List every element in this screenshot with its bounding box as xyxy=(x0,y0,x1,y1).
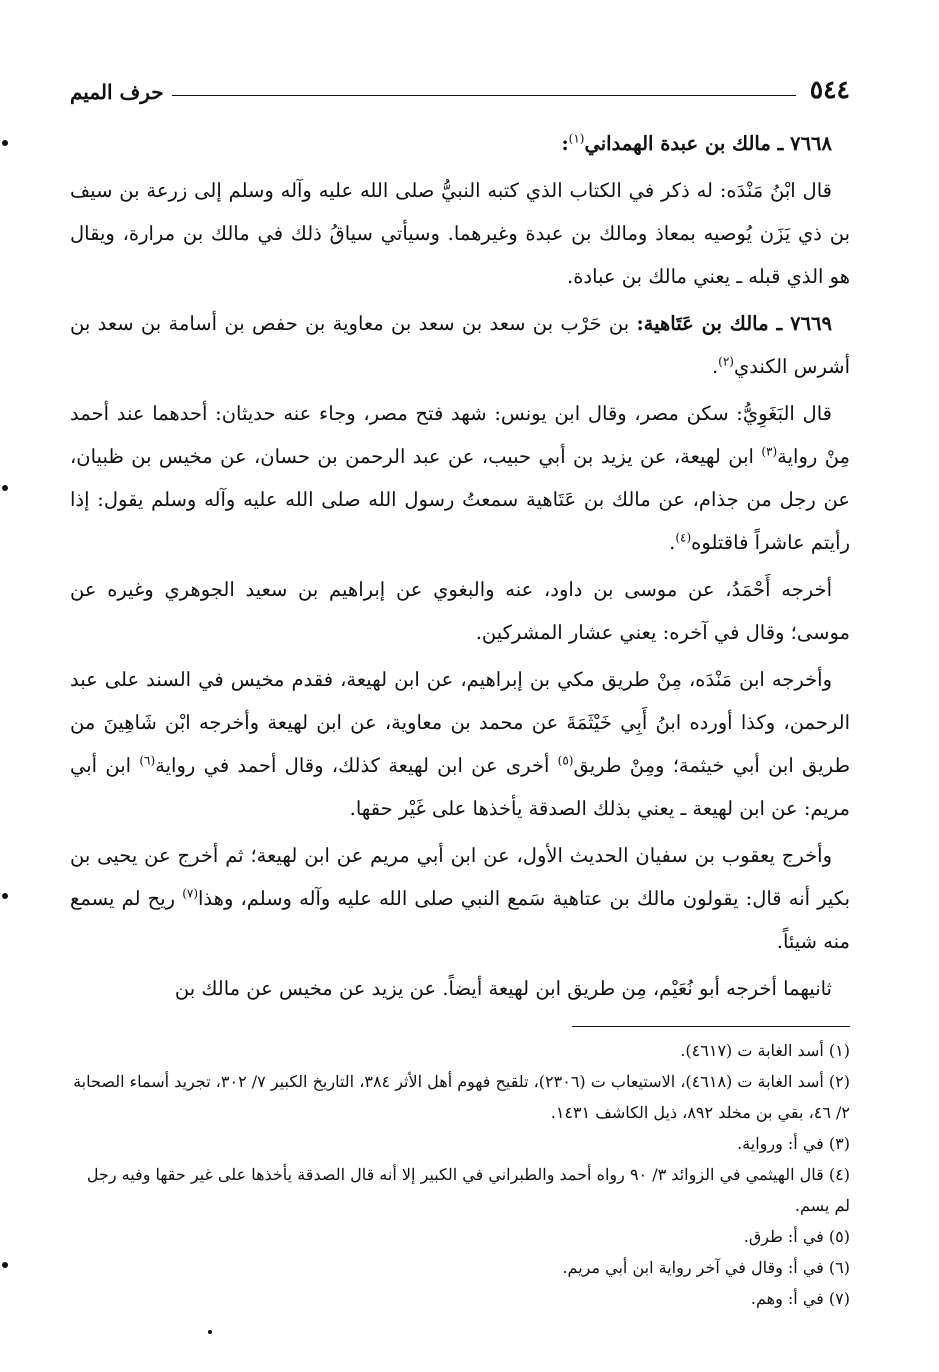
paragraph xyxy=(70,658,850,830)
footnote-number: (٥) xyxy=(828,1227,850,1246)
footnote xyxy=(70,1283,850,1314)
main-text xyxy=(70,122,850,1010)
text-run: وأخرجه ابن مَنْدَه، مِنْ طريق مكي بن إبراهيم، عن ابن لهيعة، فقدم مخيس في السند على عبد الرحمن، وكذا أورده ابنُ أَبِي خَيْثَمَةَ عن محمد بن معاوية، عن ابن لهيعة وأخرجه ابْن شَاهِينَ من طريق ابن أبي خيثمة؛ ومِنْ طريق xyxy=(70,668,850,777)
footnote-text: في أ: وهم. xyxy=(750,1289,824,1308)
paragraph: ثانيهما أخرجه أبو نُعَيْم، مِن طريق ابن لهيعة أيضاً. عن يزيد عن مخيس عن مالك بن xyxy=(174,977,832,1000)
scan-mark xyxy=(2,893,8,899)
footnote xyxy=(70,1252,850,1283)
footnote-number: (١) xyxy=(828,1041,850,1060)
entry-title: ٧٦٦٩ ـ مالك بن عَتَاهية: xyxy=(636,312,832,335)
footnote-ref: (٤) xyxy=(675,530,692,545)
document-page xyxy=(70,62,850,1314)
footnote-number: (٣) xyxy=(828,1134,850,1153)
scan-mark xyxy=(2,140,8,146)
footnote-number: (٦) xyxy=(828,1258,850,1277)
paragraph xyxy=(70,834,850,963)
footnote-text: في أ: ورواية. xyxy=(737,1134,824,1153)
paragraph xyxy=(70,392,850,564)
footnote-ref: (٧) xyxy=(182,886,199,901)
footnote-ref: (١) xyxy=(568,131,585,146)
scan-mark xyxy=(208,1330,212,1334)
footnote-text: أسد الغابة ت (٤٦١٨)، الاستيعاب ت (٢٣٠٦)، تلقيح فهوم أهل الأثر ٣٨٤، التاريخ الكبير ٧/ ٣٠٢، تجريد أسماء الصحابة ٢/ ٤٦، بقي بن مخلد ٨٩٢، ذيل الكاشف ١٤٣١. xyxy=(73,1072,850,1122)
paragraph: أخرجه أَحْمَدُ، عن موسى بن داود، عنه والبغوي عن إبراهيم بن سعيد الجوهري وغيره عن موسى؛ وقال في آخره: يعني عشار المشركين. xyxy=(70,578,850,644)
footnote-rule-wrap xyxy=(70,1014,850,1027)
footnote-ref: (٥) xyxy=(557,753,574,768)
footnote-text: قال الهيثمي في الزوائد ٣/ ٩٠ رواه أحمد والطبراني في الكبير إلا أنه قال الصدقة يأخذها على غير حقها وفيه رجل لم يسم. xyxy=(86,1165,850,1215)
entry-7668-heading xyxy=(70,122,850,165)
text-run: ريح لم يسمع منه شيئاً. xyxy=(70,887,850,953)
page-number: ٥٤٤ xyxy=(809,75,850,104)
scan-mark xyxy=(2,485,8,491)
footnote xyxy=(70,1066,850,1128)
footnote xyxy=(70,1159,850,1221)
text-run: ابن أبي مريم: عن ابن لهيعة ـ يعني بذلك الصدقة يأخذها على غَيْر حقها. xyxy=(70,754,850,820)
footnote-text: في أ: طرق. xyxy=(743,1227,824,1246)
text-run: قال البَغَوِيُّ: سكن مصر، وقال ابن يونس: شهد فتح مصر، وجاء عنه حديثان: أحدهما عند أحمد مِنْ رواية xyxy=(70,402,851,468)
footnote-number: (٤) xyxy=(828,1165,850,1184)
punctuation: . xyxy=(711,355,719,378)
footnote-ref: (٢) xyxy=(718,354,734,369)
footnote-number: (٧) xyxy=(828,1289,850,1308)
text-run: أخرى عن ابن لهيعة كذلك، وقال أحمد في رواية xyxy=(155,754,550,777)
footnote-rule xyxy=(572,1026,850,1027)
header-rule xyxy=(172,95,796,96)
text-run: وأخرج يعقوب بن سفيان الحديث الأول، عن ابن أبي مريم عن ابن لهيعة؛ ثم أخرج عن يحيى بن بكير أنه قال: يقولون مالك بن عتاهية سَمع النبي صلى الله عليه وآله وسلم، وهذا xyxy=(70,844,850,910)
footnote-text: أسد الغابة ت (٤٦١٧). xyxy=(680,1041,824,1060)
footnote xyxy=(70,1221,850,1252)
footnotes xyxy=(70,1035,850,1314)
text-run: ابن لهيعة، عن يزيد بن أبي حبيب، عن عبد الرحمن بن حسان، عن مخيس بن ظبيان، عن رجل من جذام، عن مالك بن عَتَاهية سمعتُ رسول الله صلى الله عليه وآله وسلم يقول: إذا رأيتم عاشراً فاقتلوه xyxy=(70,445,850,554)
entry-7669 xyxy=(70,302,850,388)
paragraph: قال ابْنُ مَنْدَه: له ذكر في الكتاب الذي كتبه النبيُّ صلى الله عليه وآله وسلم إلى زرعة بن سيف بن ذي يَزَن يُوصيه بمعاذ ومالك بن عبدة وغيرهما. وسيأتي سياقُ ذلك في مالك بن مرارة، ويقال هو الذي قبله ـ يعني مالك بن عبادة. xyxy=(70,179,850,288)
footnote-ref: (٦) xyxy=(139,753,156,768)
running-title: حرف الميم xyxy=(70,80,164,104)
punctuation: . xyxy=(669,531,676,554)
footnote xyxy=(70,1128,850,1159)
footnote-text: في أ: وقال في آخر رواية ابن أبي مريم. xyxy=(562,1258,824,1277)
footnote-number: (٢) xyxy=(828,1072,850,1091)
scan-mark xyxy=(2,1262,8,1268)
footnote xyxy=(70,1035,850,1066)
punctuation: : xyxy=(561,132,569,155)
footnote-ref: (٣) xyxy=(761,444,778,459)
page-header xyxy=(70,62,850,102)
entry-text: بن حَرْب بن سعد بن سعد بن معاوية بن حفص بن أسامة بن سعد بن أشرس الكندي xyxy=(70,312,850,378)
entry-title: ٧٦٦٨ ـ مالك بن عبدة الهمداني xyxy=(584,132,832,155)
